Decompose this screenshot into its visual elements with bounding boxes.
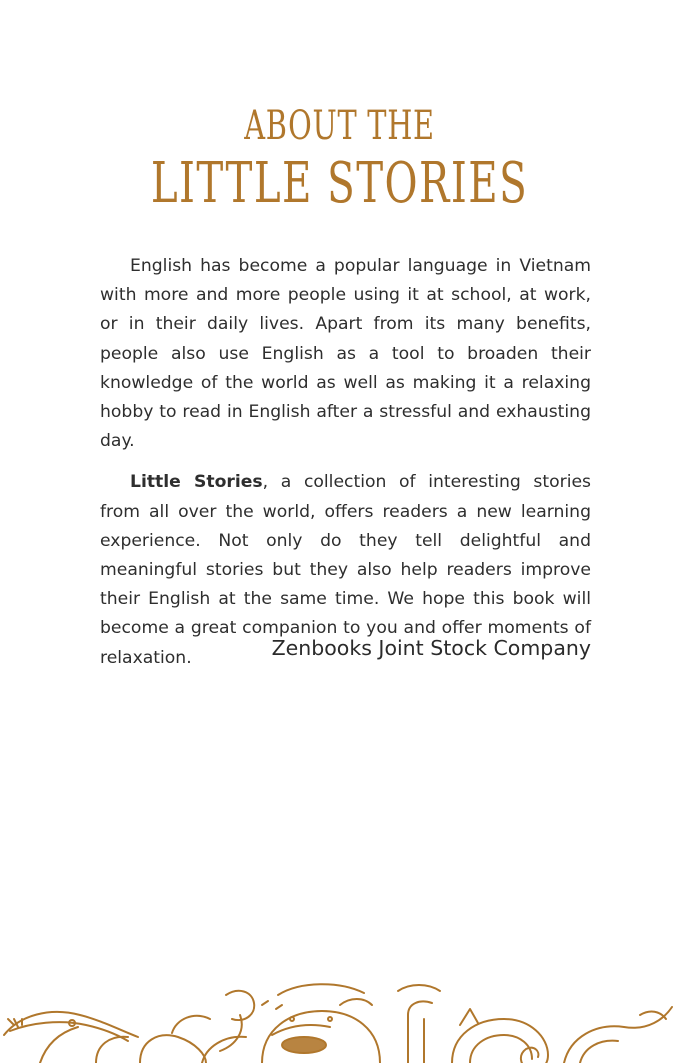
paragraph-1: English has become a popular language in Vietnam with more and more people using it at school, at work, or in their daily lives. Apart from its many benefits, people also use English as a tool to broaden their knowledge of the world as well as making it a relaxing hobby to read in English after a stressful and exhausting day.	[100, 256, 591, 452]
title-line-1: ABOUT THE	[244, 103, 435, 149]
decorative-ornament-illustration	[0, 975, 679, 1063]
body-text	[100, 252, 591, 685]
publisher-signature: Zenbooks Joint Stock Company	[271, 636, 591, 660]
page-title	[0, 100, 679, 216]
paragraph-2-text: , a collection of interesting stories from all over the world, offers readers a new learning experience. Not only do they tell delightful and meaningful stories but they also help readers improve their English at the same time. We hope this book will become a great companion to you and offer moments of relaxation.	[100, 472, 591, 668]
title-line-2: LITTLE STORIES	[150, 151, 529, 216]
book-title-bold: Little Stories	[130, 472, 263, 493]
